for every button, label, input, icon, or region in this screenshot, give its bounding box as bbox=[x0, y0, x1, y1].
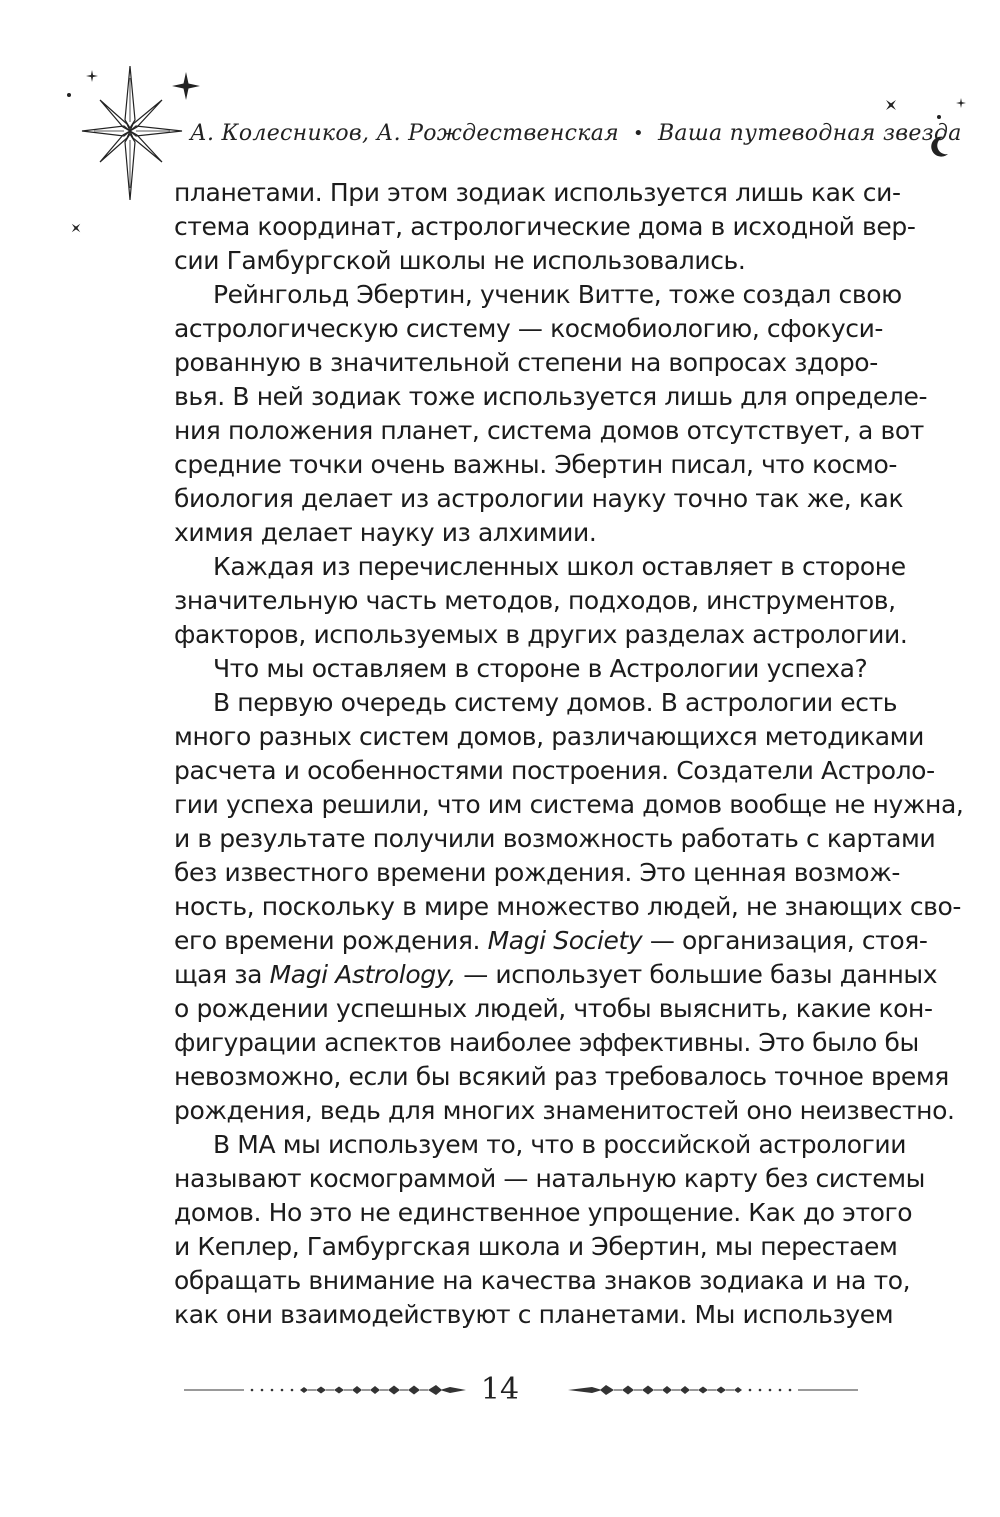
text-fragment: — использует большие базы данных bbox=[463, 960, 938, 989]
text-line: химия делает науку из алхимии. bbox=[174, 518, 597, 547]
text-line: средние точки очень важны. Эбертин писал, что космо- bbox=[174, 450, 897, 479]
text-fragment: — организация, стоя- bbox=[649, 926, 928, 955]
running-header bbox=[190, 118, 962, 148]
text-line: как они взаимодействуют с планетами. Мы используем bbox=[174, 1300, 894, 1329]
italic-term: Magi Society bbox=[487, 926, 643, 955]
small-cross-star-icon bbox=[70, 222, 82, 234]
text-line: фигурации аспектов наиболее эффективны. Это было бы bbox=[174, 1028, 919, 1057]
body-text bbox=[174, 176, 964, 1332]
text-line: В МА мы используем то, что в российской астрологии bbox=[213, 1130, 907, 1159]
text-line: рождения, ведь для многих знаменитостей оно неизвестно. bbox=[174, 1096, 955, 1125]
footer-ornament-right bbox=[568, 1384, 858, 1396]
text-line: без известного времени рождения. Это ценная возмож- bbox=[174, 858, 900, 887]
text-line: о рождении успешных людей, чтобы выяснить, какие кон- bbox=[174, 994, 933, 1023]
text-line: Что мы оставляем в стороне в Астрологии успеха? bbox=[213, 654, 868, 683]
text-line: много разных систем домов, различающихся методиками bbox=[174, 722, 924, 751]
text-fragment: его времени рождения. bbox=[174, 926, 481, 955]
text-line: стема координат, астрологические дома в исходной вер- bbox=[174, 212, 916, 241]
text-line: астрологическую систему — космобиологию, сфокуси- bbox=[174, 314, 884, 343]
text-line-mixed bbox=[174, 924, 928, 958]
text-line: рованную в значительной степени на вопросах здоро- bbox=[174, 348, 878, 377]
text-line: факторов, используемых в других разделах астрологии. bbox=[174, 620, 908, 649]
header-book-title: Ваша путеводная звезда bbox=[657, 120, 962, 146]
tiny-dot-icon bbox=[66, 92, 72, 98]
text-line: называют космограммой — натальную карту без системы bbox=[174, 1164, 925, 1193]
text-line: и в результате получили возможность работать с картами bbox=[174, 824, 936, 853]
tiny-dot-icon bbox=[936, 114, 942, 120]
text-line: значительную часть методов, подходов, инструментов, bbox=[174, 586, 896, 615]
text-line: ния положения планет, система домов отсутствует, а вот bbox=[174, 416, 924, 445]
small-cross-star-icon bbox=[884, 98, 898, 112]
page-number: 14 bbox=[480, 1372, 520, 1407]
text-fragment: щая за bbox=[174, 960, 263, 989]
text-line: невозможно, если бы всякий раз требовалось точное время bbox=[174, 1062, 949, 1091]
small-sparkle-icon bbox=[956, 98, 966, 108]
text-line: В первую очередь систему домов. В астрологии есть bbox=[213, 688, 898, 717]
sparkle-star-icon bbox=[172, 72, 200, 100]
header-separator: • bbox=[633, 122, 644, 144]
text-line: Рейнгольд Эбертин, ученик Витте, тоже создал свою bbox=[213, 280, 902, 309]
footer-ornament-left bbox=[184, 1384, 466, 1396]
text-line: биология делает из астрологии науку точно так же, как bbox=[174, 484, 904, 513]
text-line: Каждая из перечисленных школ оставляет в стороне bbox=[213, 552, 906, 581]
header-authors: А. Колесников, А. Рождественская bbox=[190, 120, 620, 146]
text-line: обращать внимание на качества знаков зодиака и на то, bbox=[174, 1266, 911, 1295]
text-line: планетами. При этом зодиак используется лишь как си- bbox=[174, 178, 901, 207]
text-line: и Кеплер, Гамбургская школа и Эбертин, мы перестаем bbox=[174, 1232, 898, 1261]
text-line: ность, поскольку в мире множество людей, не знающих сво- bbox=[174, 892, 962, 921]
text-line-mixed bbox=[174, 958, 938, 992]
text-line: домов. Но это не единственное упрощение. Как до этого bbox=[174, 1198, 913, 1227]
text-line: вья. В ней зодиак тоже используется лишь для определе- bbox=[174, 382, 928, 411]
text-line: гии успеха решили, что им система домов вообще не нужна, bbox=[174, 790, 964, 819]
text-line: расчета и особенностями построения. Создатели Астроло- bbox=[174, 756, 935, 785]
italic-term: Magi Astrology, bbox=[269, 960, 456, 989]
text-line: сии Гамбургской школы не использовались. bbox=[174, 246, 746, 275]
small-sparkle-icon bbox=[86, 70, 98, 82]
